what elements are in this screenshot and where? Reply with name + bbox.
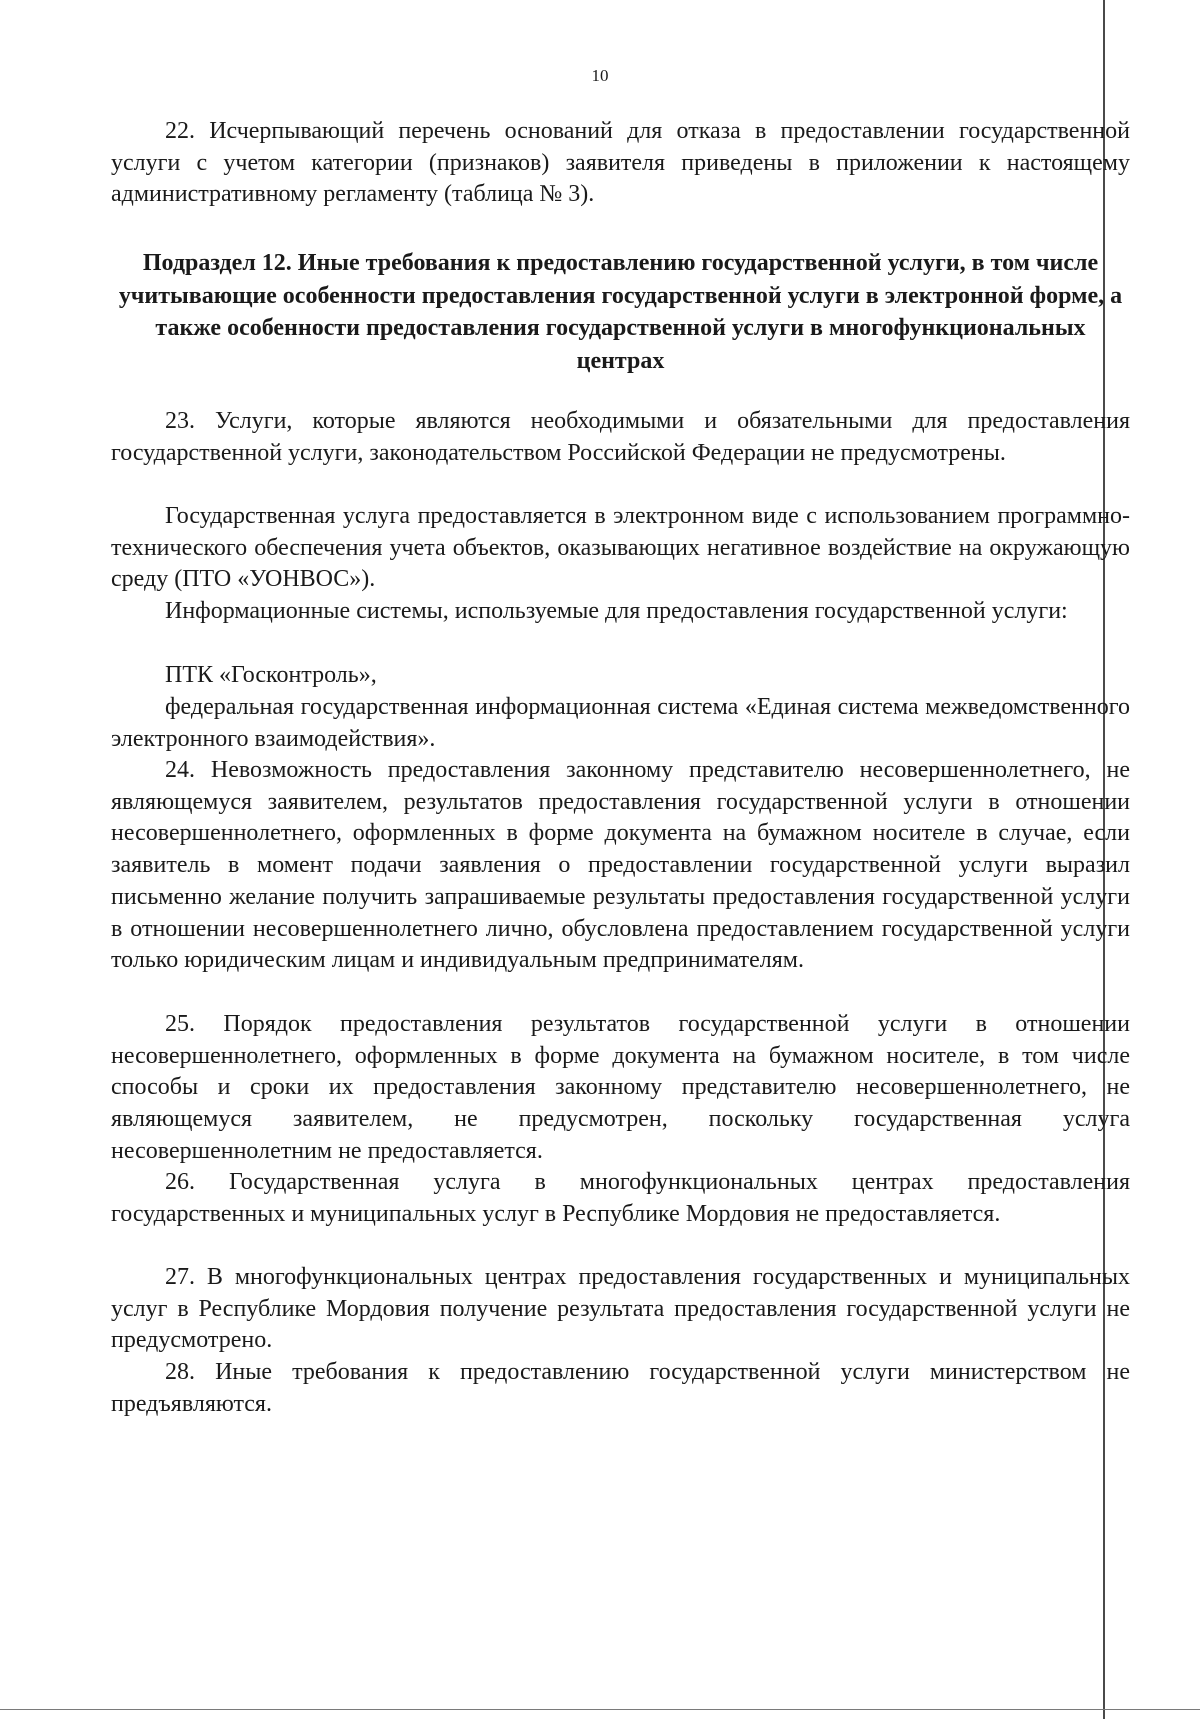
paragraph-23: 23. Услуги, которые являются необходимыми и обязательными для предоставления государственной услуги, законодательством Российской Федерации не предусмотрены. bbox=[111, 408, 1130, 466]
page-number: 10 bbox=[591, 66, 609, 85]
paragraph-27: 27. В многофункциональных центрах предоставления государственных и муниципальных услуг в Республике Мордовия получение результата предоставления государственной услуги не предусмотрено. bbox=[111, 1264, 1130, 1354]
subsection-heading: Подраздел 12. Иные требования к предоставлению государственной услуги, в том числе учитывающие особенности предоставления государственной услуги в электронной форме, а также особенности предоставления государственной услуги в многофункциональных центрах bbox=[118, 250, 1123, 374]
paragraph-24: 24. Невозможность предоставления законному представителю несовершеннолетнего, не являющемуся заявителем, результатов предоставления государственной услуги в отношении несовершеннолетнего, оформленных в форме документа на бумажном носителе в случае, если заявитель в момент подачи заявления о предоставлении государственной услуги выразил письменно желание получить запрашиваемые результаты предоставления государственной услуги в отношении несовершеннолетнего лично, обусловлена предоставлением государственной услуги только юридическим лицам и индивидуальным предпринимателям. bbox=[111, 757, 1130, 974]
paragraph-22: 22. Исчерпывающий перечень оснований для отказа в предоставлении государственной услуги с учетом категории (признаков) заявителя приведены в приложении к настоящему административному регламенту (таблица № 3). bbox=[111, 118, 1130, 208]
paragraph-28: 28. Иные требования к предоставлению государственной услуги министерством не предъявляются. bbox=[111, 1359, 1130, 1417]
paragraph-23-federal: федеральная государственная информационная система «Единая система межведомственного электронного взаимодействия». bbox=[111, 694, 1130, 752]
scan-bottom-line bbox=[0, 1709, 1200, 1710]
paragraph-23-electronic: Государственная услуга предоставляется в электронном виде с использованием программно-технического обеспечения учета объектов, оказывающих негативное воздействие на окружающую среду (ПТО «УОНВОС»). bbox=[111, 503, 1130, 593]
paragraph-23-systems: Информационные системы, используемые для предоставления государственной услуги: bbox=[165, 598, 1068, 624]
paragraph-26: 26. Государственная услуга в многофункциональных центрах предоставления государственных и муниципальных услуг в Республике Мордовия не предоставляется. bbox=[111, 1169, 1130, 1227]
paragraph-25: 25. Порядок предоставления результатов государственной услуги в отношении несовершеннолетнего, оформленных в форме документа на бумажном носителе, в том числе способы и сроки их предоставления законному представителю несовершеннолетнего, не являющемуся заявителем, не предусмотрен, поскольку государственная услуга несовершеннолетним не предоставляется. bbox=[111, 1011, 1130, 1164]
paragraph-23-ptk: ПТК «Госконтроль», bbox=[165, 662, 377, 688]
